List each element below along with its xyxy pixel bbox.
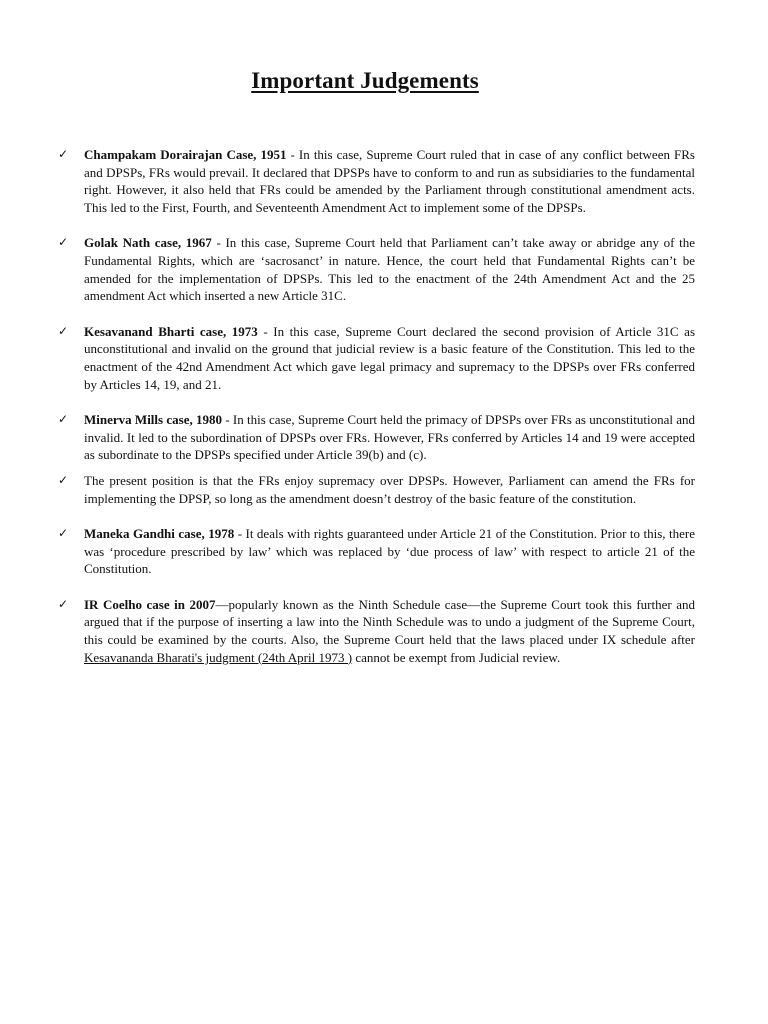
- check-icon: ✓: [58, 472, 69, 487]
- case-description: - It deals with rights guaranteed under Article 21 of the Constitution. Prior to this, there was ‘procedure prescribed by law’ which was replaced by ‘due process of law’ with respect to article 21 of the Constitution.: [84, 526, 696, 577]
- case-description: - In this case, Supreme Court ruled that in case of any conflict between FRs and DPSPs, FRs would prevail. It declared that DPSPs have to conform to and run as subsidiaries to the fundamental right. However, it also held that FRs could be amended by the Parliament through constitutional amendment acts. This led to the First, Fourth, and Seventeenth Amendment Act to implement some of the DPSPs.: [84, 147, 695, 215]
- case-description: The present position is that the FRs enjoy supremacy over DPSPs. However, Parliament can amend the FRs for implementing the DPSP, so long as the amendment doesn’t destroy of the basic feature of the constitution.: [84, 472, 695, 506]
- check-icon: ✓: [58, 323, 69, 338]
- check-icon: ✓: [58, 596, 69, 611]
- case-name: IR Coelho case in 2007: [84, 596, 216, 612]
- list-item-maneka-gandhi: [58, 525, 695, 578]
- list-item-ir-coelho: [58, 596, 695, 666]
- list-item-champakam: [58, 146, 695, 216]
- case-name: Minerva Mills case, 1980: [84, 412, 222, 428]
- check-icon: ✓: [58, 147, 69, 161]
- case-description: - In this case, Supreme Court held that Parliament can’t take away or abridge any of the Fundamental Rights, which are ‘sacrosanct’ in nature. Hence, the court held that Fundamental Rights can’t be amended for the implementation of DPSPs. This led to the enactment of the 24th Amendment Act and the 25 amendment Act which inserted a new Article 31C.: [84, 235, 696, 304]
- judgement-list: [58, 146, 695, 684]
- case-description: —popularly known as the Ninth Schedule case—the Supreme Court took this further and argued that if the purpose of inserting a law into the Ninth Schedule was to undo a judgment of the Supreme Court, this could be examined by the courts. Also, the Supreme Court held that the laws placed under IX schedule after: [84, 596, 695, 648]
- list-item-minerva-mills: [58, 411, 695, 464]
- list-item-golak-nath: [58, 234, 695, 304]
- check-icon: ✓: [58, 235, 69, 250]
- case-description: - In this case, Supreme Court held the primacy of DPSPs over FRs as unconstitutional and invalid. It led to the subordination of DPSPs over FRs. However, FRs conferred by Articles 14 and 19 were accepted as subordinate to the DPSPs specified under Article 39(b) and (c).: [84, 412, 696, 463]
- kesavananda-judgment-link[interactable]: Kesavananda Bharati's judgment (24th April 1973 ): [84, 649, 353, 665]
- check-icon: ✓: [58, 526, 69, 541]
- case-name: Golak Nath case, 1967: [84, 235, 212, 251]
- case-description: - In this case, Supreme Court declared the second provision of Article 31C as unconstitutional and invalid on the ground that judicial review is a basic feature of the Constitution. This led to the enactment of the 42nd Amendment Act which gave legal primacy and supremacy to the DPSPs over FRs conferred by Articles 14, 19, and 21.: [84, 323, 696, 392]
- list-item-kesavanand: [58, 323, 695, 393]
- case-name: Kesavanand Bharti case, 1973: [84, 323, 258, 339]
- case-description-end: cannot be exempt from Judicial review.: [352, 649, 561, 665]
- check-icon: ✓: [58, 412, 69, 427]
- list-item-present-position: [58, 472, 695, 507]
- case-name: Champakam Dorairajan Case, 1951: [84, 147, 287, 162]
- page-title: Important Judgements: [251, 68, 479, 93]
- case-name: Maneka Gandhi case, 1978: [84, 526, 235, 542]
